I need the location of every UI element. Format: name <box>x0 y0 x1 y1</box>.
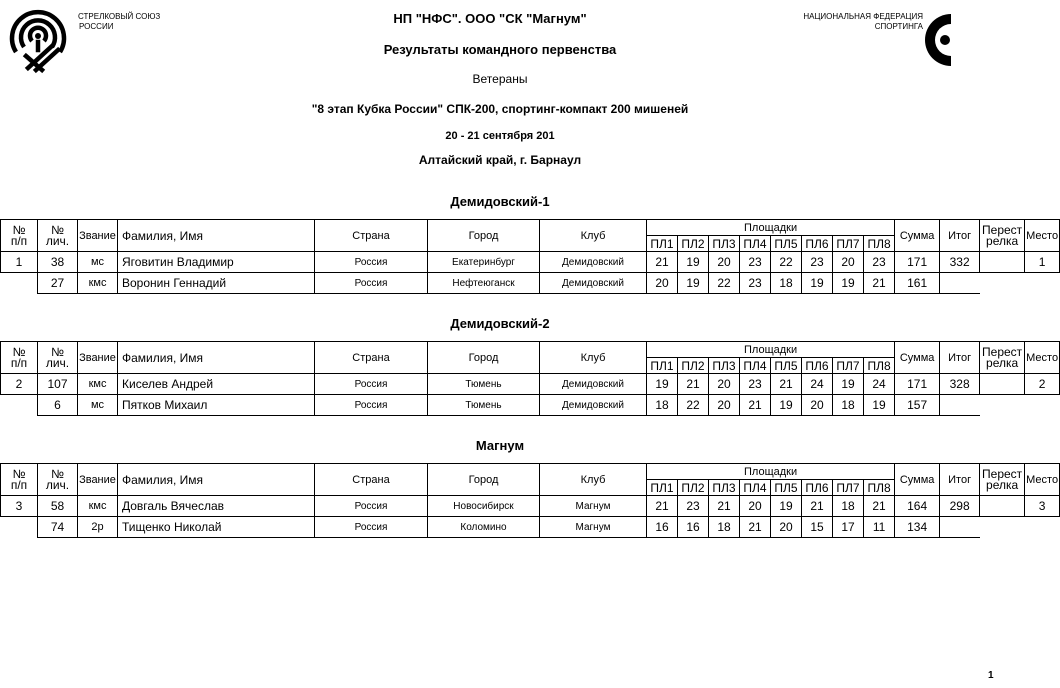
name-cell: Киселев Андрей <box>118 374 315 395</box>
city-cell: Нефтеюганск <box>428 273 540 294</box>
score-cell: 24 <box>864 374 895 395</box>
team-results-table <box>0 463 1060 538</box>
col-ranges-header: Площадки <box>647 342 895 358</box>
score-cell: 21 <box>740 517 771 538</box>
score-cell: 18 <box>647 395 678 416</box>
score-cell: 21 <box>864 496 895 517</box>
score-cell: 18 <box>833 395 864 416</box>
score-cell: 15 <box>802 517 833 538</box>
col-range-header: ПЛ6 <box>802 358 833 374</box>
score-cell: 16 <box>678 517 709 538</box>
club-cell: Демидовский <box>540 395 647 416</box>
score-cell: 21 <box>647 252 678 273</box>
rank-cell: кмс <box>78 496 118 517</box>
score-cell: 23 <box>740 374 771 395</box>
lic-cell: 74 <box>38 517 78 538</box>
club-cell: Магнум <box>540 517 647 538</box>
rank-cell: кмс <box>78 273 118 294</box>
col-sum-header: Сумма <box>895 220 940 252</box>
team-total-cell: 298 <box>940 496 980 517</box>
col-club-header: Клуб <box>540 342 647 374</box>
table-row <box>1 496 1060 517</box>
col-lic-header: № лич. <box>38 342 78 374</box>
city-cell: Тюмень <box>428 395 540 416</box>
team-place-cell: 2 <box>1025 374 1060 395</box>
sum-cell: 161 <box>895 273 940 294</box>
lic-cell: 107 <box>38 374 78 395</box>
col-range-header: ПЛ1 <box>647 358 678 374</box>
col-shootoff-header: Перест релка <box>980 464 1025 496</box>
page-number: 1 <box>988 670 994 681</box>
score-cell: 22 <box>771 252 802 273</box>
col-club-header: Клуб <box>540 220 647 252</box>
sporting-federation-name: НАЦИОНАЛЬНАЯ ФЕДЕРАЦИЯ СПОРТИНГА <box>803 12 923 31</box>
name-cell: Воронин Геннадий <box>118 273 315 294</box>
lic-cell: 6 <box>38 395 78 416</box>
city-cell: Тюмень <box>428 374 540 395</box>
score-cell: 16 <box>647 517 678 538</box>
rank-cell: кмс <box>78 374 118 395</box>
team-title: Демидовский-1 <box>450 194 550 209</box>
empty-cell <box>1025 273 1060 294</box>
score-cell: 21 <box>864 273 895 294</box>
team-total-cell: 328 <box>940 374 980 395</box>
col-country-header: Страна <box>315 342 428 374</box>
score-cell: 22 <box>709 273 740 294</box>
col-range-header: ПЛ5 <box>771 358 802 374</box>
sum-cell: 171 <box>895 374 940 395</box>
country-cell: Россия <box>315 517 428 538</box>
club-cell: Демидовский <box>540 252 647 273</box>
score-cell: 21 <box>678 374 709 395</box>
rank-cell: мс <box>78 252 118 273</box>
score-cell: 19 <box>647 374 678 395</box>
col-rank-header: Звание <box>78 220 118 252</box>
score-cell: 19 <box>678 252 709 273</box>
col-country-header: Страна <box>315 464 428 496</box>
col-city-header: Город <box>428 220 540 252</box>
col-place-header: Место <box>1025 220 1060 252</box>
col-rank-header: Звание <box>78 464 118 496</box>
category: Ветераны <box>472 72 528 86</box>
empty-cell <box>980 395 1025 416</box>
col-range-header: ПЛ6 <box>802 236 833 252</box>
score-cell: 19 <box>864 395 895 416</box>
table-row <box>1 273 1060 294</box>
lic-cell: 27 <box>38 273 78 294</box>
team-num-cell: 2 <box>1 374 38 395</box>
col-name-header: Фамилия, Имя <box>118 342 315 374</box>
team-results-table <box>0 341 1060 416</box>
sum-cell: 164 <box>895 496 940 517</box>
event-location: Алтайский край, г. Барнаул <box>418 153 582 167</box>
name-cell: Тищенко Николай <box>118 517 315 538</box>
col-lic-header: № лич. <box>38 464 78 496</box>
empty-cell <box>1 395 38 416</box>
col-shootoff-header: Перест релка <box>980 342 1025 374</box>
col-range-header: ПЛ5 <box>771 480 802 496</box>
score-cell: 20 <box>833 252 864 273</box>
sum-cell: 134 <box>895 517 940 538</box>
col-range-header: ПЛ3 <box>709 358 740 374</box>
team-title: Магнум <box>475 438 525 453</box>
score-cell: 21 <box>647 496 678 517</box>
team-place-cell: 1 <box>1025 252 1060 273</box>
organizers: НП "НФС". ООО "СК "Магнум" <box>393 11 587 26</box>
col-sum-header: Сумма <box>895 342 940 374</box>
col-total-header: Итог <box>940 464 980 496</box>
col-num-header: № п/п <box>1 464 38 496</box>
empty-cell <box>940 395 980 416</box>
shooting-union-name: СТРЕЛКОВЫЙ СОЮЗ РОССИИ <box>78 12 161 31</box>
country-cell: Россия <box>315 273 428 294</box>
col-place-header: Место <box>1025 464 1060 496</box>
score-cell: 20 <box>709 374 740 395</box>
name-cell: Яговитин Владимир <box>118 252 315 273</box>
score-cell: 21 <box>771 374 802 395</box>
col-club-header: Клуб <box>540 464 647 496</box>
score-cell: 23 <box>802 252 833 273</box>
empty-cell <box>940 517 980 538</box>
score-cell: 23 <box>678 496 709 517</box>
empty-cell <box>980 273 1025 294</box>
score-cell: 19 <box>802 273 833 294</box>
col-range-header: ПЛ8 <box>864 480 895 496</box>
score-cell: 17 <box>833 517 864 538</box>
rank-cell: 2р <box>78 517 118 538</box>
col-range-header: ПЛ7 <box>833 480 864 496</box>
score-cell: 20 <box>740 496 771 517</box>
score-cell: 20 <box>802 395 833 416</box>
score-cell: 23 <box>864 252 895 273</box>
col-sum-header: Сумма <box>895 464 940 496</box>
score-cell: 18 <box>833 496 864 517</box>
col-ranges-header: Площадки <box>647 464 895 480</box>
team-shootoff-cell <box>980 374 1025 395</box>
table-row <box>1 517 1060 538</box>
score-cell: 11 <box>864 517 895 538</box>
sum-cell: 157 <box>895 395 940 416</box>
lic-cell: 58 <box>38 496 78 517</box>
col-range-header: ПЛ7 <box>833 358 864 374</box>
col-city-header: Город <box>428 342 540 374</box>
team-num-cell: 1 <box>1 252 38 273</box>
col-num-header: № п/п <box>1 220 38 252</box>
col-range-header: ПЛ4 <box>740 480 771 496</box>
empty-cell <box>1025 517 1060 538</box>
score-cell: 20 <box>647 273 678 294</box>
team-results-table <box>0 219 1060 294</box>
table-row <box>1 252 1060 273</box>
col-range-header: ПЛ1 <box>647 236 678 252</box>
table-row <box>1 395 1060 416</box>
club-cell: Демидовский <box>540 374 647 395</box>
country-cell: Россия <box>315 374 428 395</box>
score-cell: 19 <box>678 273 709 294</box>
col-range-header: ПЛ5 <box>771 236 802 252</box>
country-cell: Россия <box>315 395 428 416</box>
col-shootoff-header: Перест релка <box>980 220 1025 252</box>
empty-cell <box>1025 395 1060 416</box>
table-row <box>1 374 1060 395</box>
event-name: "8 этап Кубка России" СПК-200, спортинг-компакт 200 мишеней <box>311 102 689 116</box>
score-cell: 18 <box>771 273 802 294</box>
team-title: Демидовский-2 <box>450 316 550 331</box>
score-cell: 23 <box>740 252 771 273</box>
score-cell: 21 <box>802 496 833 517</box>
col-name-header: Фамилия, Имя <box>118 220 315 252</box>
col-city-header: Город <box>428 464 540 496</box>
country-cell: Россия <box>315 252 428 273</box>
col-range-header: ПЛ2 <box>678 480 709 496</box>
team-place-cell: 3 <box>1025 496 1060 517</box>
col-ranges-header: Площадки <box>647 220 895 236</box>
score-cell: 22 <box>678 395 709 416</box>
col-country-header: Страна <box>315 220 428 252</box>
team-total-cell: 332 <box>940 252 980 273</box>
col-range-header: ПЛ8 <box>864 236 895 252</box>
score-cell: 20 <box>771 517 802 538</box>
empty-cell <box>1 273 38 294</box>
country-cell: Россия <box>315 496 428 517</box>
club-cell: Магнум <box>540 496 647 517</box>
name-cell: Довгаль Вячеслав <box>118 496 315 517</box>
col-num-header: № п/п <box>1 342 38 374</box>
lic-cell: 38 <box>38 252 78 273</box>
score-cell: 19 <box>833 273 864 294</box>
score-cell: 21 <box>709 496 740 517</box>
col-range-header: ПЛ2 <box>678 236 709 252</box>
col-range-header: ПЛ1 <box>647 480 678 496</box>
score-cell: 19 <box>771 496 802 517</box>
col-range-header: ПЛ4 <box>740 358 771 374</box>
col-range-header: ПЛ3 <box>709 236 740 252</box>
empty-cell <box>980 517 1025 538</box>
col-range-header: ПЛ3 <box>709 480 740 496</box>
col-range-header: ПЛ7 <box>833 236 864 252</box>
score-cell: 21 <box>740 395 771 416</box>
city-cell: Новосибирск <box>428 496 540 517</box>
empty-cell <box>940 273 980 294</box>
score-cell: 24 <box>802 374 833 395</box>
name-cell: Пятков Михаил <box>118 395 315 416</box>
score-cell: 20 <box>709 395 740 416</box>
rank-cell: мс <box>78 395 118 416</box>
club-cell: Демидовский <box>540 273 647 294</box>
score-cell: 19 <box>833 374 864 395</box>
col-name-header: Фамилия, Имя <box>118 464 315 496</box>
team-shootoff-cell <box>980 252 1025 273</box>
empty-cell <box>1 517 38 538</box>
col-range-header: ПЛ4 <box>740 236 771 252</box>
score-cell: 19 <box>771 395 802 416</box>
score-cell: 23 <box>740 273 771 294</box>
col-range-header: ПЛ6 <box>802 480 833 496</box>
event-dates: 20 - 21 сентября 201 <box>445 130 555 142</box>
col-place-header: Место <box>1025 342 1060 374</box>
page-title: Результаты командного первенства <box>383 42 617 57</box>
score-cell: 20 <box>709 252 740 273</box>
score-cell: 18 <box>709 517 740 538</box>
city-cell: Екатеринбург <box>428 252 540 273</box>
col-total-header: Итог <box>940 342 980 374</box>
team-num-cell: 3 <box>1 496 38 517</box>
col-range-header: ПЛ8 <box>864 358 895 374</box>
team-shootoff-cell <box>980 496 1025 517</box>
city-cell: Коломино <box>428 517 540 538</box>
col-range-header: ПЛ2 <box>678 358 709 374</box>
sum-cell: 171 <box>895 252 940 273</box>
col-rank-header: Звание <box>78 342 118 374</box>
col-total-header: Итог <box>940 220 980 252</box>
col-lic-header: № лич. <box>38 220 78 252</box>
